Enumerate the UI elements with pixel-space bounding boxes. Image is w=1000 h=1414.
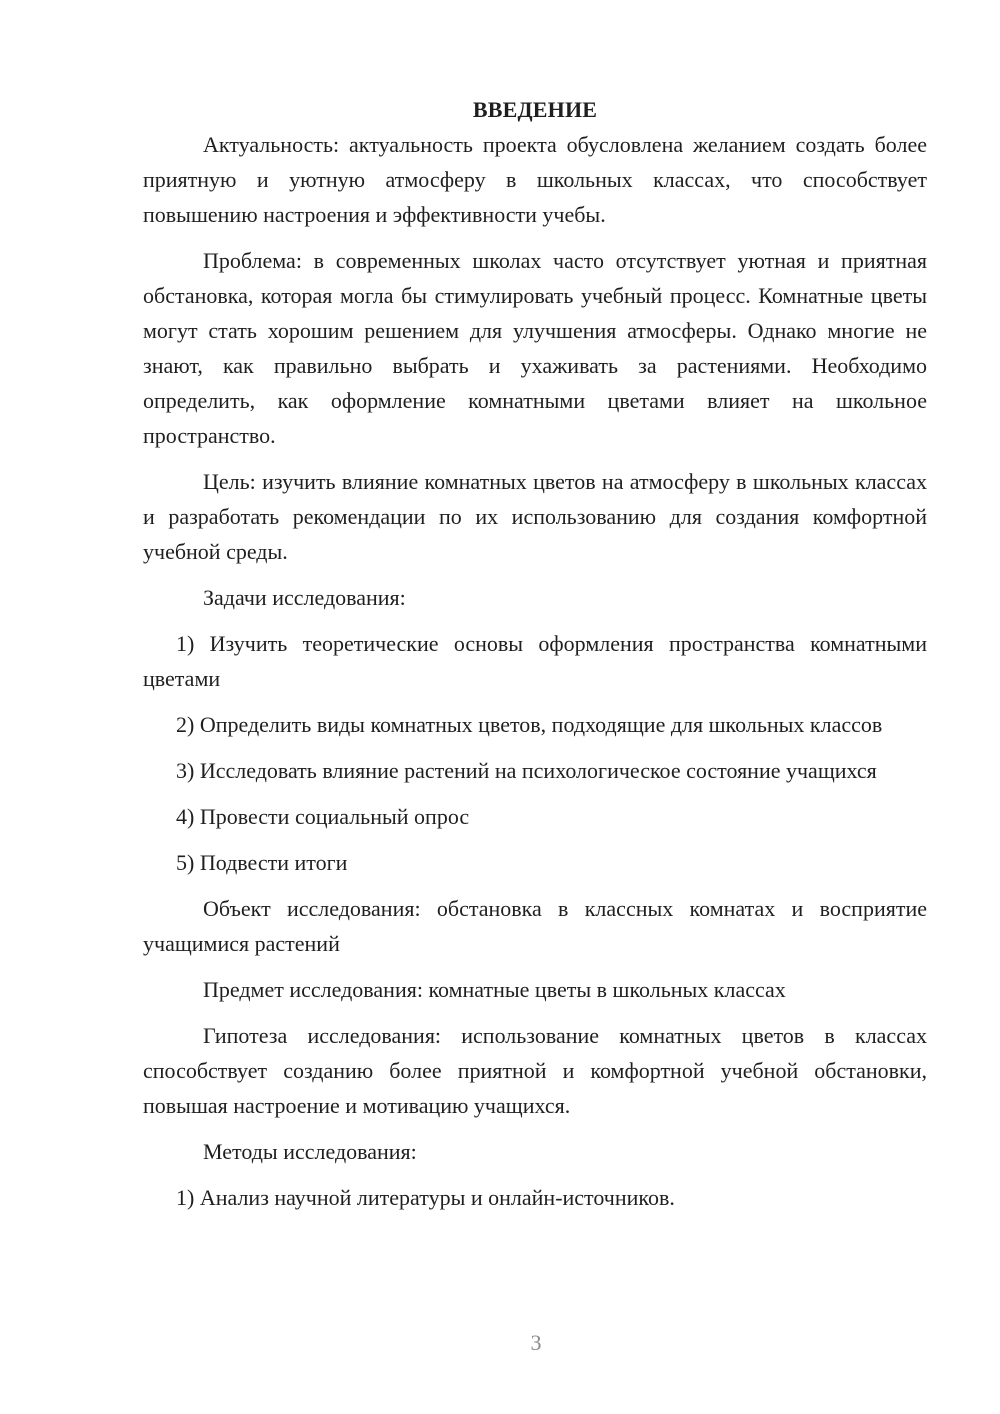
task-item-1: 1) Изучить теоретические основы оформления пространства комнатными цветами: [143, 631, 927, 691]
page-number: 3: [530, 1330, 542, 1355]
document-body: [143, 92, 927, 1215]
relevance-paragraph: Актуальность: актуальность проекта обусловлена желанием создать более приятную и уютную атмосферу в школьных классах, что способствует повышению настроения и эффективности учебы.: [143, 132, 927, 227]
task-item-2: 2) Определить виды комнатных цветов, подходящие для школьных классов: [176, 712, 883, 737]
task-item-3: 3) Исследовать влияние растений на психологическое состояние учащихся: [176, 758, 877, 783]
subject-paragraph: Предмет исследования: комнатные цветы в школьных классах: [203, 977, 786, 1002]
method-item-1: 1) Анализ научной литературы и онлайн-источников.: [176, 1185, 675, 1210]
problem-paragraph: Проблема: в современных школах часто отсутствует уютная и приятная обстановка, которая могла бы стимулировать учебный процесс. Комнатные цветы могут стать хорошим решением для улучшения атмосферы. Однако многие не знают, как правильно выбрать и ухаживать за растениями. Необходимо определить, как оформление комнатными цветами влияет на школьное пространство.: [143, 248, 927, 448]
task-item-5: 5) Подвести итоги: [176, 850, 348, 875]
goal-paragraph: Цель: изучить влияние комнатных цветов на атмосферу в школьных классах и разработать рекомендации по их использованию для создания комфортной учебной среды.: [143, 469, 927, 564]
tasks-heading: Задачи исследования:: [203, 585, 406, 610]
methods-heading: Методы исследования:: [203, 1139, 417, 1164]
hypothesis-paragraph: Гипотеза исследования: использование комнатных цветов в классах способствует созданию более приятной и комфортной учебной обстановки, повышая настроение и мотивацию учащихся.: [143, 1023, 927, 1118]
object-paragraph: Объект исследования: обстановка в классных комнатах и восприятие учащимися растений: [143, 896, 927, 956]
task-item-4: 4) Провести социальный опрос: [176, 804, 470, 829]
section-title: ВВЕДЕНИЕ: [472, 97, 598, 122]
